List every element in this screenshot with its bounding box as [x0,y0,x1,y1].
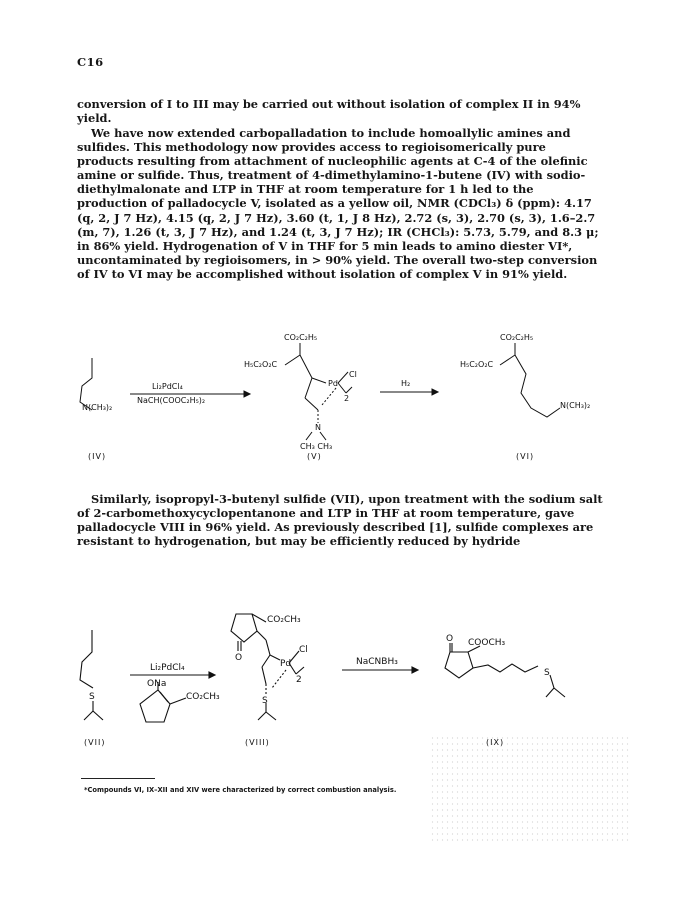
vi-dimethylamino: N(CH₃)₂ [560,401,591,410]
v-ester-top: CO₂C₂H₅ [284,333,318,342]
v-nitrogen: N [315,423,321,432]
label-v: (V) [307,452,322,461]
v-two: 2 [344,394,350,403]
nucleophile-ester: CO₂CH₃ [186,692,220,702]
viii-two: 2 [296,675,302,685]
viii-cl: Cl [299,645,308,655]
scheme1-h2: H₂ [401,379,411,388]
paragraph-2: We have now extended carbopalladation to include homoallylic amines and sulfides. This methodology now provides access to regioisomerically pure products resulting from attachment of nucleophilic agents at C-4 of the olefinic amine or sulfide. Thus, treatment of 4-dimethylamino-1-butene (IV) with sodio-diethylmalonate and LTP in THF at room temperature for 1 h led to the production of palladocycle V, isolated as a yellow oil, NMR (CDCl₃) δ (ppm): 4.17 (q, 2, J 7 Hz), 4.15 (q, 2, J 7 Hz), 3.60 (t, 1, J 8 Hz), 2.72 (s, 3), 2.70 (s, 3), 1.6–2.7 (m, 7), 1.26 (t, 3, J 7 Hz), and 1.24 (t, 3, J 7 Hz); IR (CHCl₃): 5.73, 5.79, and 8.3 μ; in 86% yield. Hydrogenation of V in THF for 5 min leads to amino diester VI*, uncontaminated by regioisomers, in > 90% yield. The overall two-step conversion of IV to VI may be accomplished without isolation of complex V in 91% yield. [77,126,599,281]
vi-ester-top: CO₂C₂H₅ [500,333,534,342]
page-number: C16 [77,55,104,69]
ix-ester: COOCH₃ [468,638,506,648]
label-vii: (VII) [84,738,106,747]
label-vi: (VI) [516,452,535,461]
vi-ester-left: H₅C₂O₂C [460,360,494,369]
ix-sulfur: S [544,668,550,678]
v-ester-left: H₅C₂O₂C [244,360,278,369]
scheme1-reagent-bottom: NaCH(COOC₂H₅)₂ [137,396,206,405]
scan-noise [430,735,630,845]
iv-dimethylamino: N(CH₃)₂ [82,403,113,412]
footnote-rule [81,778,155,779]
viii-sulfur: S [262,696,268,706]
vii-sulfur: S [89,692,95,702]
v-n-methyls: CH₃ CH₃ [300,442,333,451]
label-viii: (VIII) [245,738,270,747]
viii-oxygen: O [235,653,243,663]
footnote: *Compounds VI, IX–XII and XIV were characterized by correct combustion analysis. [84,786,397,794]
scheme2-reagent-2: NaCNBH₃ [356,657,398,667]
viii-pd: Pd [280,659,292,669]
nucleophile-ona: ONa [147,679,167,689]
v-pd: Pd [328,379,338,388]
scheme1-reagent-top: Li₂PdCl₄ [152,382,183,391]
label-ix: (IX) [486,738,505,747]
v-cl: Cl [349,370,357,379]
viii-ester: CO₂CH₃ [267,615,301,625]
scheme2-reagent-top: Li₂PdCl₄ [150,663,185,673]
paragraph-1: conversion of I to III may be carried out without isolation of complex II in 94% yield. [77,97,581,126]
paragraph-3: Similarly, isopropyl-3-butenyl sulfide (VII), upon treatment with the sodium salt of 2-carbomethoxycyclopentanone and LTP in THF at room temperature, gave palladocycle VIII in 96% yield. As previously described [1], sulfide complexes are resistant to hydrogenation, but may be efficiently reduced by hydride [77,492,603,549]
label-iv: (IV) [88,452,107,461]
ix-oxygen: O [446,634,454,644]
